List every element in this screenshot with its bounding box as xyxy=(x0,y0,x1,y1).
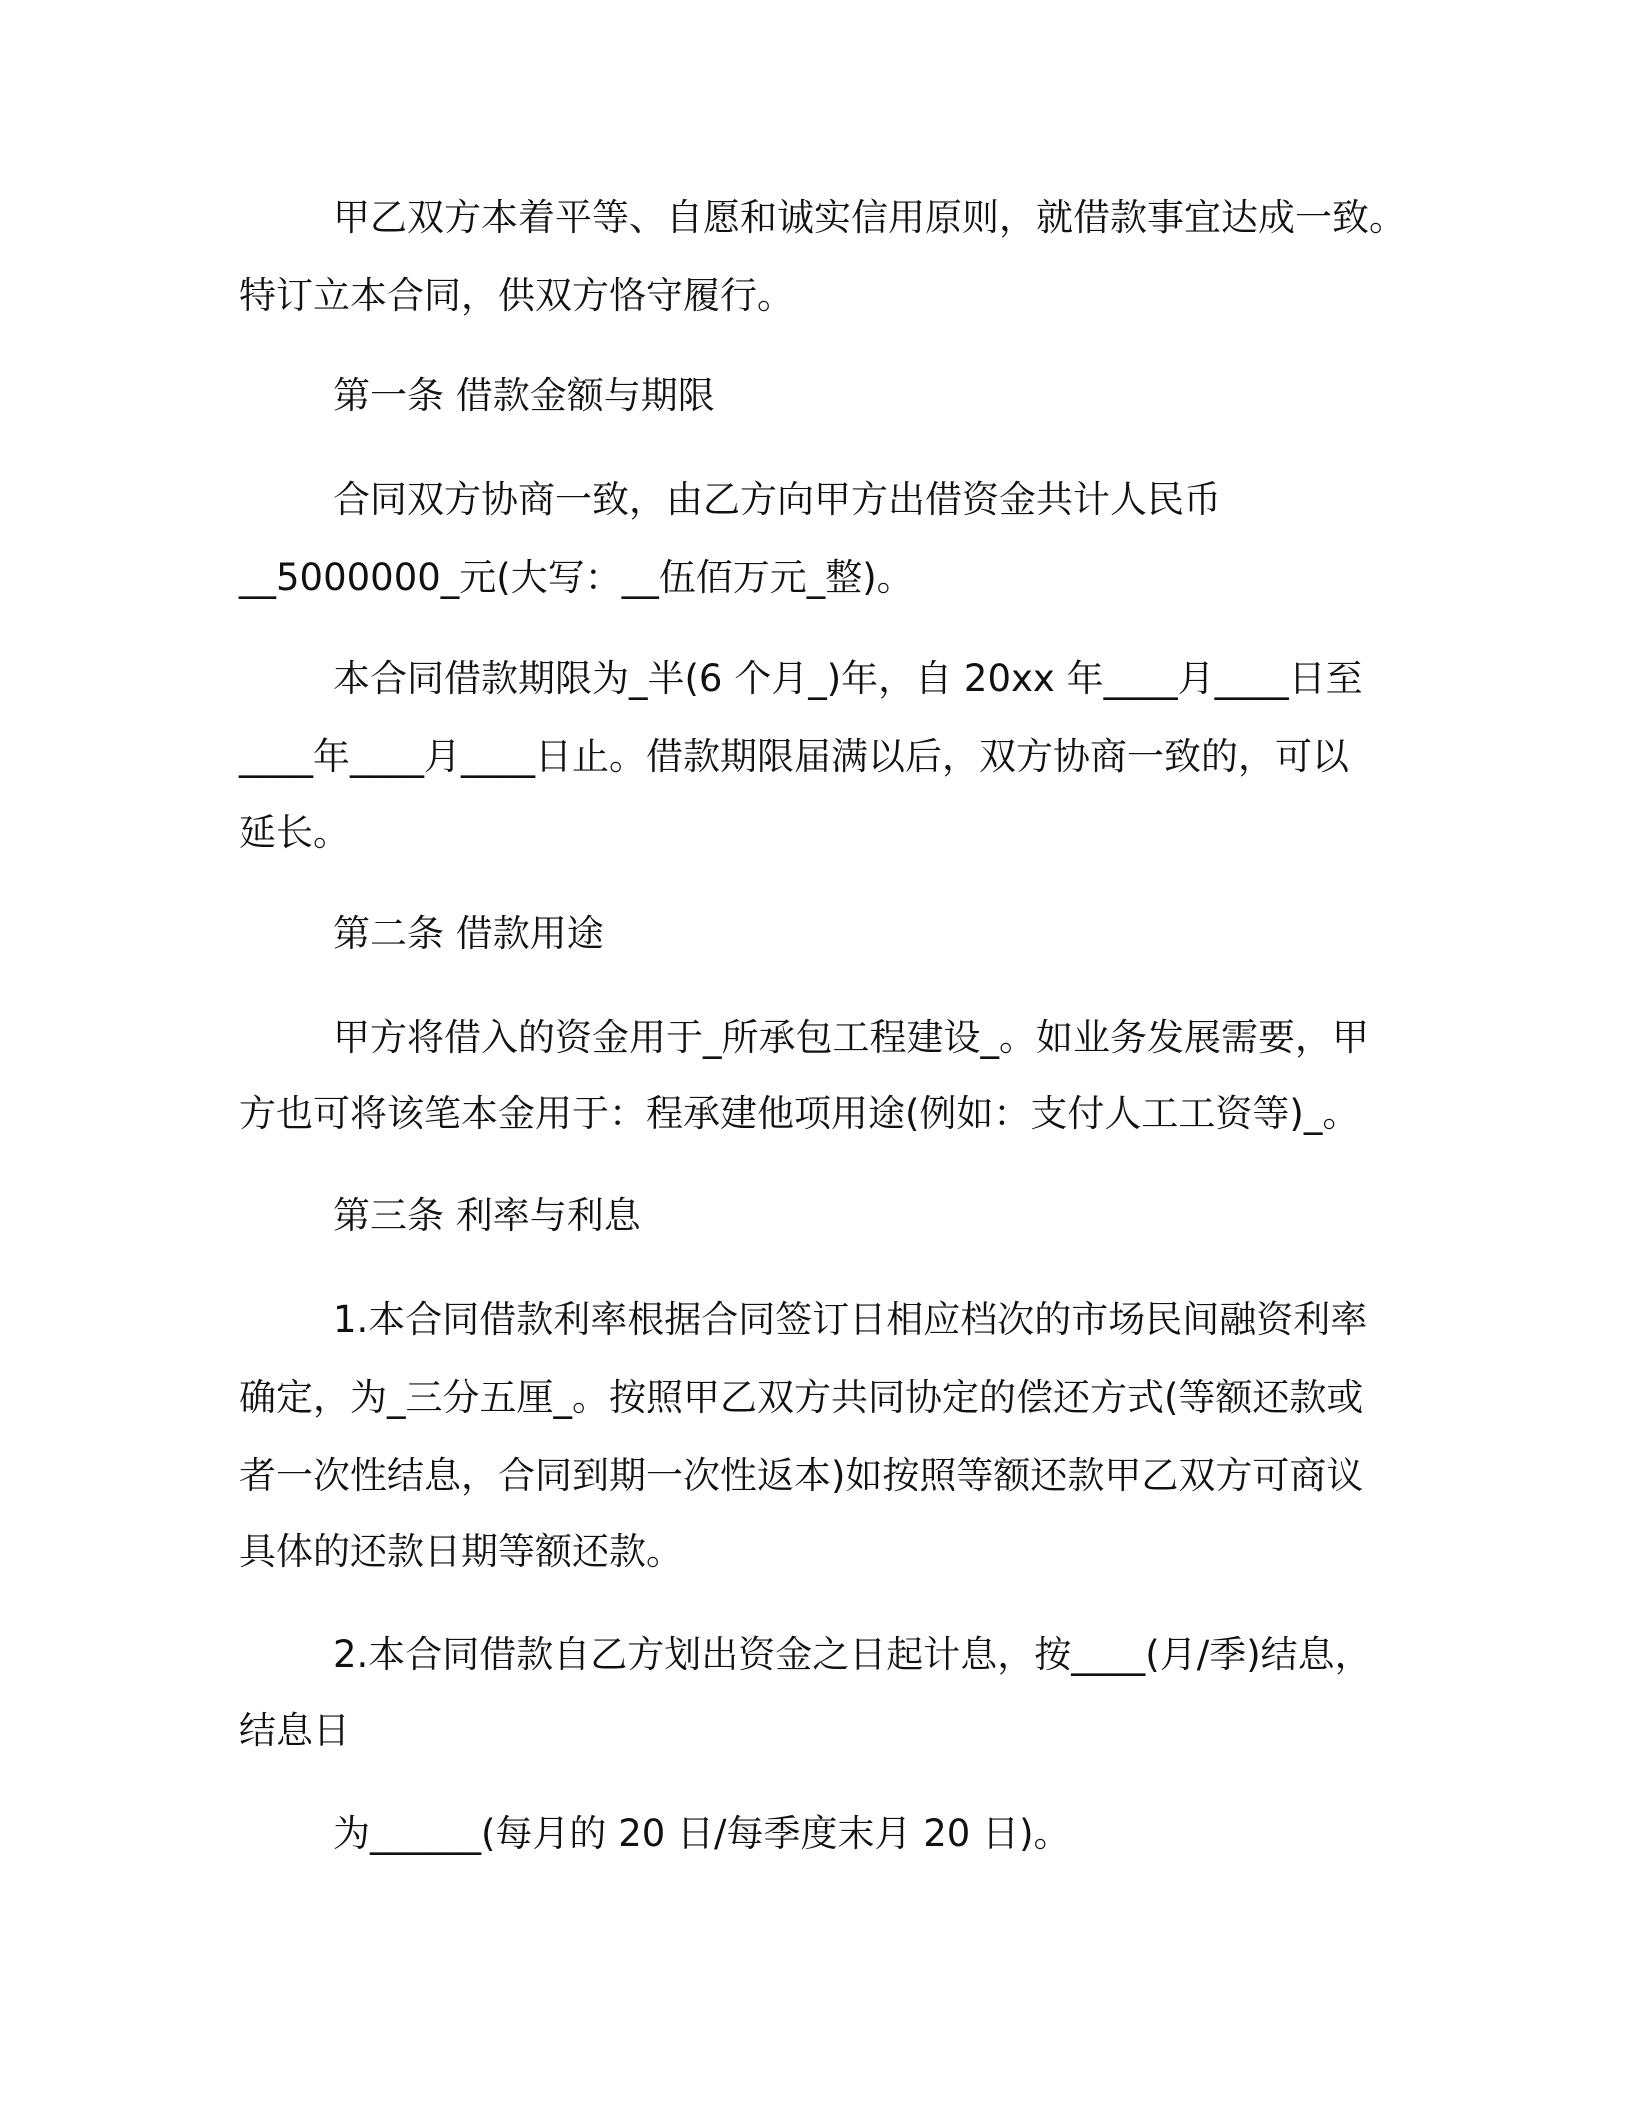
article-1-amount-line-1: 合同双方协商一致，由乙方向甲方出借资金共计人民币 xyxy=(333,478,1221,521)
paragraph-intro-line-2: 特订立本合同，供双方恪守履行。 xyxy=(239,274,794,317)
article-3-item-1-line-1: 1.本合同借款利率根据合同签订日相应档次的市场民间融资利率 xyxy=(333,1298,1368,1341)
article-3-item-2-line-1: 2.本合同借款自乙方划出资金之日起计息，按____(月/季)结息， xyxy=(333,1633,1372,1676)
article-2-heading: 第二条 借款用途 xyxy=(333,912,604,955)
article-3-item-1-line-2: 确定，为_三分五厘_。按照甲乙双方共同协定的偿还方式(等额还款或 xyxy=(239,1376,1364,1419)
paragraph-intro-line-1: 甲乙双方本着平等、自愿和诚实信用原则，就借款事宜达成一致。 xyxy=(333,196,1406,239)
article-1-heading: 第一条 借款金额与期限 xyxy=(333,374,715,417)
article-3-item-1-line-3: 者一次性结息，合同到期一次性返本)如按照等额还款甲乙双方可商议 xyxy=(239,1454,1364,1497)
article-1-term-line-2: ____年____月____日止。借款期限届满以后，双方协商一致的，可以 xyxy=(239,735,1349,778)
article-3-item-2-line-2: 结息日 xyxy=(239,1709,350,1752)
article-1-amount-line-2: __5000000_元(大写：__伍佰万元_整)。 xyxy=(239,556,914,599)
article-1-term-line-3: 延长。 xyxy=(239,811,350,854)
article-3-heading: 第三条 利率与利息 xyxy=(333,1194,641,1237)
article-3-item-2-line-3: 为______(每月的 20 日/每季度末月 20 日)。 xyxy=(333,1812,1071,1855)
article-2-purpose-line-1: 甲方将借入的资金用于_所承包工程建设_。如业务发展需要，甲 xyxy=(333,1016,1369,1059)
article-1-term-line-1: 本合同借款期限为_半(6 个月_)年，自 20xx 年____月____日至 xyxy=(333,657,1363,700)
article-2-purpose-line-2: 方也可将该笔本金用于：程承建他项用途(例如：支付人工工资等)_。 xyxy=(239,1092,1360,1135)
article-3-item-1-line-4: 具体的还款日期等额还款。 xyxy=(239,1530,683,1573)
